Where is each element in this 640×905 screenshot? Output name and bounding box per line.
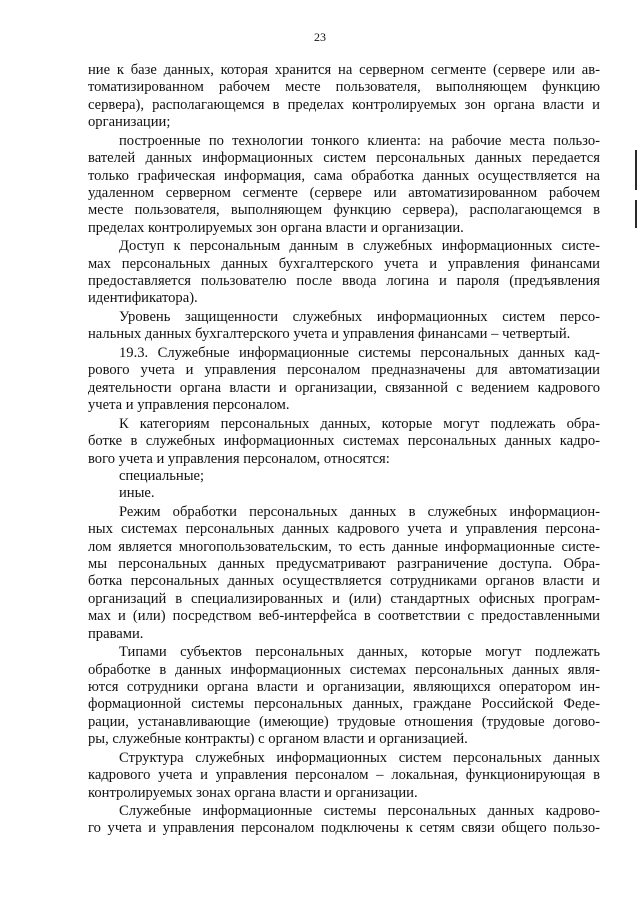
page-number: 23 (314, 30, 326, 44)
text-line: мы персональных данных предусматривают разграничение доступа. Обра- (88, 556, 600, 573)
text-line: построенные по технологии тонкого клиента: на рабочие места пользо- (119, 132, 600, 149)
text-line: ботке в служебных информационных системах персональных данных кадро- (88, 433, 600, 450)
text-line: пределах контролируемых зон органа власти и организации. (88, 219, 464, 236)
text-line: ются сотрудники органа власти и организации, являющихся оператором ин- (88, 678, 600, 695)
text-line: нальных данных бухгалтерского учета и управления финансами – четвертый. (88, 326, 571, 343)
scan-edge-mark (635, 200, 637, 228)
text-line: Структура служебных информационных систем персональных данных (119, 749, 600, 766)
text-line: Служебные информационные системы персональных данных кадрово- (119, 803, 600, 820)
text-line: мах и (или) посредством веб-интерфейса в соответствии с предоставленными (88, 608, 600, 625)
text-line: рации, устанавливающие (имеющие) трудовые отношения (трудовые догово- (88, 713, 600, 730)
text-line: ры, служебные контракты) с органом власти и организацией. (88, 731, 468, 748)
text-line: Типами субъектов персональных данных, которые могут подлежать (119, 644, 600, 661)
text-line: специальные; (119, 467, 205, 484)
text-line: идентификатора). (88, 290, 198, 307)
scan-edge-mark (635, 150, 637, 190)
text-line: 19.3. Служебные информационные системы персональных данных кад- (119, 345, 600, 361)
text-line: вого учета и управления персоналом, относятся: (88, 450, 390, 467)
text-line: организации; (88, 114, 171, 131)
text-line: ние к базе данных, которая хранится на серверном сегменте (сервере или ав- (88, 62, 600, 78)
text-line: правами. (88, 625, 144, 642)
text-line: лом является многопользовательским, то есть данные информационные систе- (88, 538, 600, 555)
text-line: го учета и управления персоналом подключены к сетям связи общего пользо- (88, 820, 600, 837)
text-line: сервера), располагающемся в пределах контролируемых зон органа власти и (88, 96, 600, 113)
text-line: ных системах персональных данных кадрового учета и управления персона- (88, 521, 600, 538)
text-line: К категориям персональных данных, которые могут подлежать обра- (119, 415, 600, 432)
text-line: удаленном серверном сегменте (сервере или автоматизированном рабочем (88, 184, 600, 201)
text-line: иные. (119, 485, 155, 502)
text-line: кадрового учета и управления персоналом – локальная, функционирующая в (88, 767, 600, 784)
text-line: контролируемых зонах органа власти и организации. (88, 784, 418, 801)
text-line: мах персональных данных бухгалтерского учета и управления финансами (88, 255, 600, 272)
text-line: учета и управления персоналом. (88, 397, 290, 414)
text-line: вателей данных информационных систем персональных данных передается (88, 150, 600, 167)
text-line: Уровень защищенности служебных информационных систем персо- (119, 309, 600, 326)
text-line: формационной системы персональных данных, граждане Российской Феде- (88, 696, 600, 713)
text-line: месте пользователя, выполняющем функцию сервера), располагающемся в (88, 202, 600, 219)
text-line: ботка персональных данных осуществляется сотрудниками органов власти и (88, 573, 600, 590)
text-line: только графическая информация, сама обработка данных осуществляется на (88, 167, 600, 184)
text-line: рового учета и управления персоналом предназначены для автоматизации (88, 362, 600, 379)
text-line: обработке в данных информационных системах персональных данных явля- (88, 661, 600, 678)
text-line: Доступ к персональным данным в служебных информационных систе- (119, 238, 600, 255)
text-line: организаций в специализированных и (или) стандартных офисных програм- (88, 590, 600, 607)
text-line: Режим обработки персональных данных в служебных информацион- (119, 503, 600, 520)
text-line: томатизированном рабочем месте пользователя, выполняющем функцию (88, 79, 600, 96)
text-line: предоставляется пользователю после ввода логина и пароля (предъявления (88, 273, 600, 290)
body-text (88, 62, 600, 838)
text-line: деятельности органа власти и организации, связанной с ведением кадрового (88, 379, 600, 396)
